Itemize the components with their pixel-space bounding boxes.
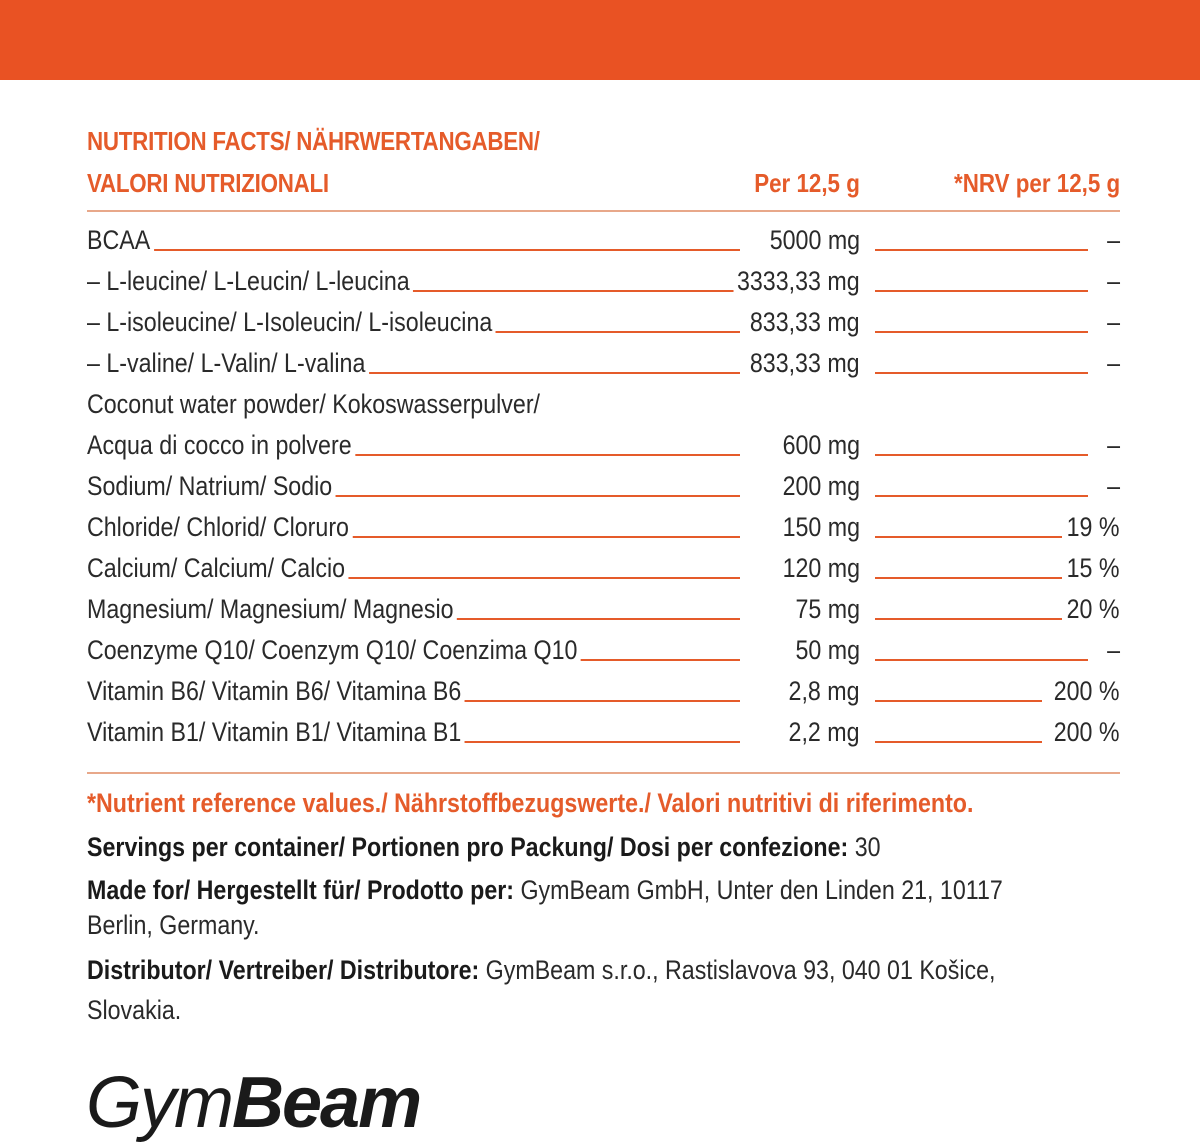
made-for-line bbox=[87, 875, 1003, 906]
nutrient-name: Sodium/ Natrium/ Sodio bbox=[87, 471, 336, 502]
nutrient-name: Acqua di cocco in polvere bbox=[87, 430, 355, 461]
nutrient-nrv: 15 % bbox=[1064, 553, 1120, 584]
nutrient-nrv: – bbox=[1104, 225, 1120, 256]
made-for-address-line-2: Berlin, Germany. bbox=[87, 910, 260, 940]
nutrient-amount: 200 mg bbox=[779, 471, 860, 502]
nutrition-title-line-1: NUTRITION FACTS/ NÄHRWERTANGABEN/ bbox=[87, 126, 540, 156]
nrv-footnote: *Nutrient reference values./ Nährstoffbezugswerte./ Valori nutritivi di riferimento. bbox=[87, 788, 974, 818]
leader-line bbox=[875, 577, 1062, 579]
nutrient-amount: 75 mg bbox=[792, 594, 860, 625]
nutrient-nrv: – bbox=[1104, 635, 1120, 666]
gymbeam-logo bbox=[86, 1062, 420, 1144]
nutrient-name: Chloride/ Chlorid/ Cloruro bbox=[87, 512, 352, 543]
nutrient-name: Vitamin B6/ Vitamin B6/ Vitamina B6 bbox=[87, 676, 465, 707]
nutrient-nrv: – bbox=[1104, 348, 1120, 379]
nutrient-name: Calcium/ Calcium/ Calcio bbox=[87, 553, 349, 584]
nutrient-nrv: 200 % bbox=[1051, 717, 1120, 748]
leader-line bbox=[147, 249, 740, 251]
column-header-per-serving: Per 12,5 g bbox=[754, 168, 860, 198]
nutrient-row bbox=[87, 594, 1120, 628]
nutrient-row bbox=[87, 266, 1120, 300]
nutrient-amount: 120 mg bbox=[779, 553, 860, 584]
header-divider bbox=[87, 210, 1120, 212]
nutrient-nrv: 19 % bbox=[1064, 512, 1120, 543]
nutrient-row bbox=[87, 553, 1120, 587]
leader-line bbox=[875, 290, 1088, 292]
nutrient-name: Coenzyme Q10/ Coenzym Q10/ Coenzima Q10 bbox=[87, 635, 581, 666]
nutrient-name: – L-leucine/ L-Leucin/ L-leucina bbox=[87, 266, 413, 297]
nutrient-row bbox=[87, 717, 1120, 751]
nutrient-name: – L-valine/ L-Valin/ L-valina bbox=[87, 348, 369, 379]
leader-line bbox=[875, 495, 1088, 497]
made-for-label: Made for/ Hergestellt für/ Prodotto per: bbox=[87, 875, 515, 905]
leader-line bbox=[875, 659, 1088, 661]
nutrient-name: Vitamin B1/ Vitamin B1/ Vitamina B1 bbox=[87, 717, 465, 748]
nutrient-nrv: – bbox=[1104, 430, 1120, 461]
leader-line bbox=[875, 618, 1062, 620]
distributor-line bbox=[87, 955, 995, 986]
nutrient-amount: 833,33 mg bbox=[747, 307, 860, 338]
nutrient-nrv: – bbox=[1104, 307, 1120, 338]
nutrient-nrv: – bbox=[1104, 471, 1120, 502]
nutrient-name: – L-isoleucine/ L-Isoleucin/ L-isoleucina bbox=[87, 307, 496, 338]
distributor-address-line-2: Slovakia. bbox=[87, 995, 182, 1025]
logo-text-beam: Beam bbox=[231, 1063, 421, 1143]
nutrient-row bbox=[87, 676, 1120, 710]
leader-line bbox=[875, 741, 1042, 743]
leader-line bbox=[875, 454, 1088, 456]
nutrient-amount: 150 mg bbox=[779, 512, 860, 543]
nutrient-nrv: 200 % bbox=[1051, 676, 1120, 707]
nutrient-nrv: – bbox=[1104, 266, 1120, 297]
logo-text-gym: Gym bbox=[86, 1063, 232, 1143]
nutrient-row bbox=[87, 225, 1120, 259]
nutrient-row bbox=[87, 348, 1120, 382]
nutrient-amount: 833,33 mg bbox=[747, 348, 860, 379]
distributor-label: Distributor/ Vertreiber/ Distributore: bbox=[87, 955, 480, 985]
leader-line bbox=[875, 700, 1042, 702]
leader-line bbox=[875, 331, 1088, 333]
nutrition-title-line-2: VALORI NUTRIZIONALI bbox=[87, 168, 329, 198]
nutrient-row bbox=[87, 471, 1120, 505]
distributor-address: GymBeam s.r.o., Rastislavova 93, 040 01 Košice, bbox=[479, 955, 996, 985]
nutrient-name-line-1: Coconut water powder/ Kokoswasserpulver/ bbox=[87, 389, 541, 419]
made-for-address: GymBeam GmbH, Unter den Linden 21, 10117 bbox=[514, 875, 1003, 905]
nutrient-amount: 600 mg bbox=[779, 430, 860, 461]
nutrient-row bbox=[87, 307, 1120, 341]
nutrient-row bbox=[87, 635, 1120, 669]
nutrient-amount: 50 mg bbox=[792, 635, 860, 666]
column-header-nrv: *NRV per 12,5 g bbox=[953, 168, 1120, 198]
nutrient-name: BCAA bbox=[87, 225, 154, 256]
nutrient-amount: 2,8 mg bbox=[786, 676, 860, 707]
nutrient-row bbox=[87, 430, 1120, 464]
leader-line bbox=[875, 536, 1062, 538]
nutrient-row bbox=[87, 512, 1120, 546]
servings-value: 30 bbox=[848, 832, 881, 862]
servings-label: Servings per container/ Portionen pro Packung/ Dosi per confezione: bbox=[87, 832, 849, 862]
nutrient-amount: 5000 mg bbox=[766, 225, 860, 256]
leader-line bbox=[875, 372, 1088, 374]
nutrient-nrv: 20 % bbox=[1064, 594, 1120, 625]
brand-header-bar bbox=[0, 0, 1200, 80]
table-bottom-divider bbox=[87, 772, 1120, 774]
nutrient-amount: 2,2 mg bbox=[786, 717, 860, 748]
nutrient-name: Magnesium/ Magnesium/ Magnesio bbox=[87, 594, 457, 625]
nutrient-amount: 3333,33 mg bbox=[734, 266, 860, 297]
servings-line bbox=[87, 832, 881, 863]
leader-line bbox=[875, 249, 1088, 251]
